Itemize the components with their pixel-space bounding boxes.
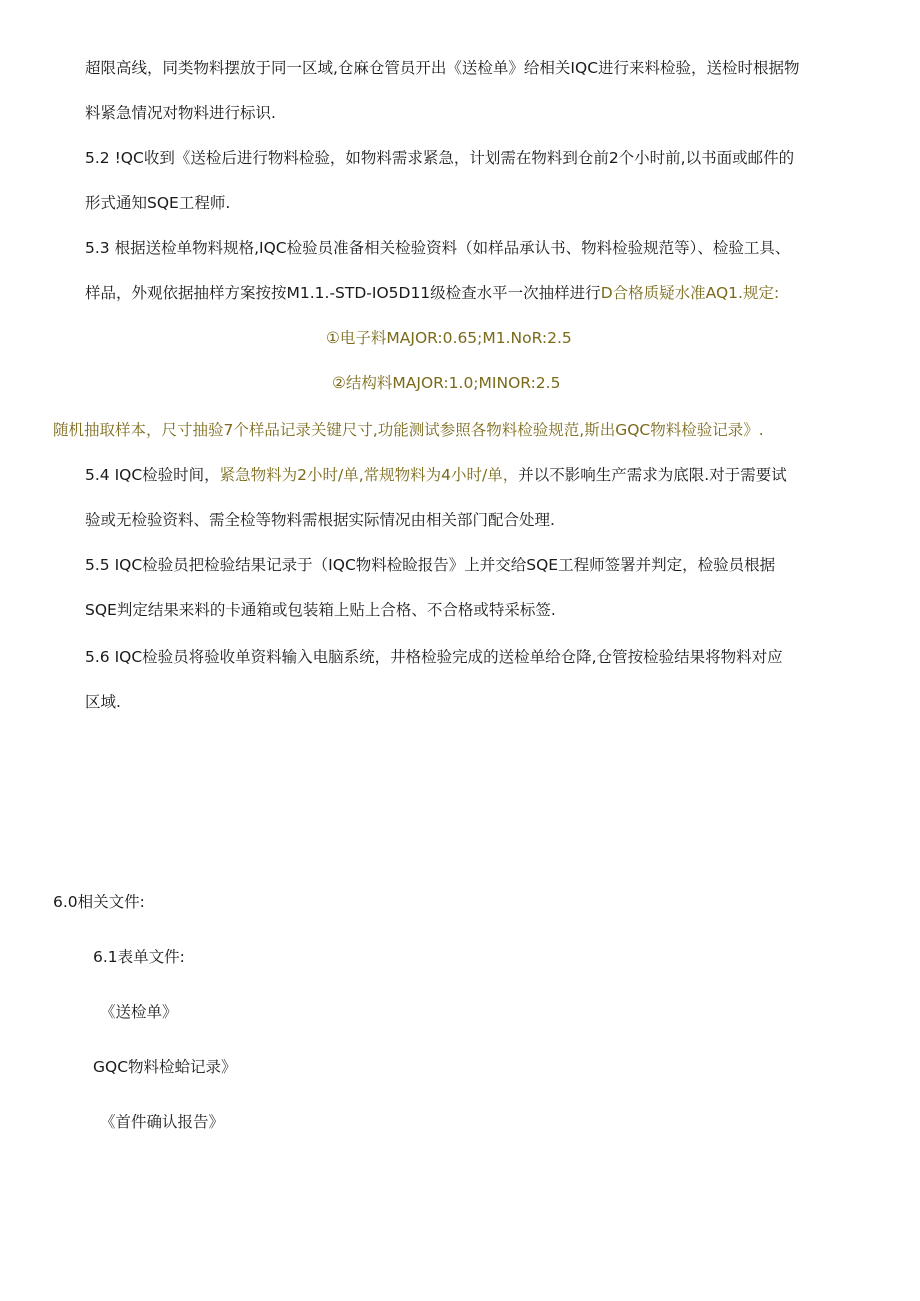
aql-structural-item: ②结构料MAJOR:1.0;MINOR:2.5 — [332, 374, 561, 392]
paragraph-continuation-line-2: 料紧急情况对物料进行标识. — [85, 104, 276, 122]
heading-6-1: 6.1表单文件: — [93, 948, 185, 966]
heading-6-0: 6.0相关文件: — [53, 893, 145, 911]
section-5-4-line-1 — [85, 465, 787, 485]
inspection-time-highlight: 紧急物料为2小时/单,常规物料为4小时/单， — [219, 466, 519, 484]
section-5-5-line-1: 5.5 IQC检验员把检验结果记录于（IQC物料检睑报告》上并交给SQE工程师签署并判定，检验员根据 — [85, 556, 776, 574]
section-5-2-line-1: 5.2 !QC收到《送检后进行物料检验，如物料需求紧急，计划需在物料到仓前2个小时前,以书面或邮件的 — [85, 149, 795, 167]
section-5-4-prefix: 5.4 IQC检验时间， — [85, 466, 220, 484]
section-5-3-line-2 — [85, 283, 779, 303]
form-doc-inspection-slip: 《送检单》 — [100, 1003, 178, 1021]
section-5-5-line-2: SQE判定结果来料的卡通箱或包装箱上贴上合格、不合格或特采标签. — [85, 601, 556, 619]
aql-electronic-item: ①电子料MAJOR:0.65;M1.NoR:2.5 — [326, 329, 572, 347]
section-5-3-line-2-text: 样品，外观依据抽样方案按按M1.1.-STD-IO5D11级检查水平一次抽样进行 — [85, 284, 601, 302]
form-doc-first-article-report: 《首件确认报告》 — [100, 1113, 225, 1131]
section-5-6-line-1: 5.6 IQC检验员将验收单资料输入电脑系统，井格检验完成的送检单给仓降,仓管按检验结果将物料对应 — [85, 648, 783, 666]
paragraph-continuation-line-1: 超限高线，同类物料摆放于同一区域,仓麻仓管员开出《送检单》给相关IQC进行来料检验，送检时根据物 — [85, 59, 800, 77]
sampling-note: 随机抽取样本，尺寸抽验7个样品记录关键尺寸,功能测试参照各物料检验规范,斯出GQC物料检验记录》. — [53, 421, 764, 439]
form-doc-gqc-record: GQC物料检蛤记录》 — [93, 1058, 237, 1076]
section-5-3-line-1: 5.3 根据送检单物料规格,IQC检验员准备相关检验资料（如样品承认书、物料检验规范等）、检验工具、 — [85, 239, 791, 257]
aql-highlight: D合格质疑水准AQ1.规定: — [600, 284, 780, 302]
section-5-4-suffix: 并以不影响生产需求为底限.对于需要试 — [518, 466, 787, 484]
section-5-6-line-2: 区域. — [85, 693, 121, 711]
section-5-2-line-2: 形式通知SQE工程师. — [85, 194, 231, 212]
section-5-4-line-2: 验或无检验资料、需全检等物料需根据实际情况由相关部门配合处理. — [85, 511, 555, 529]
